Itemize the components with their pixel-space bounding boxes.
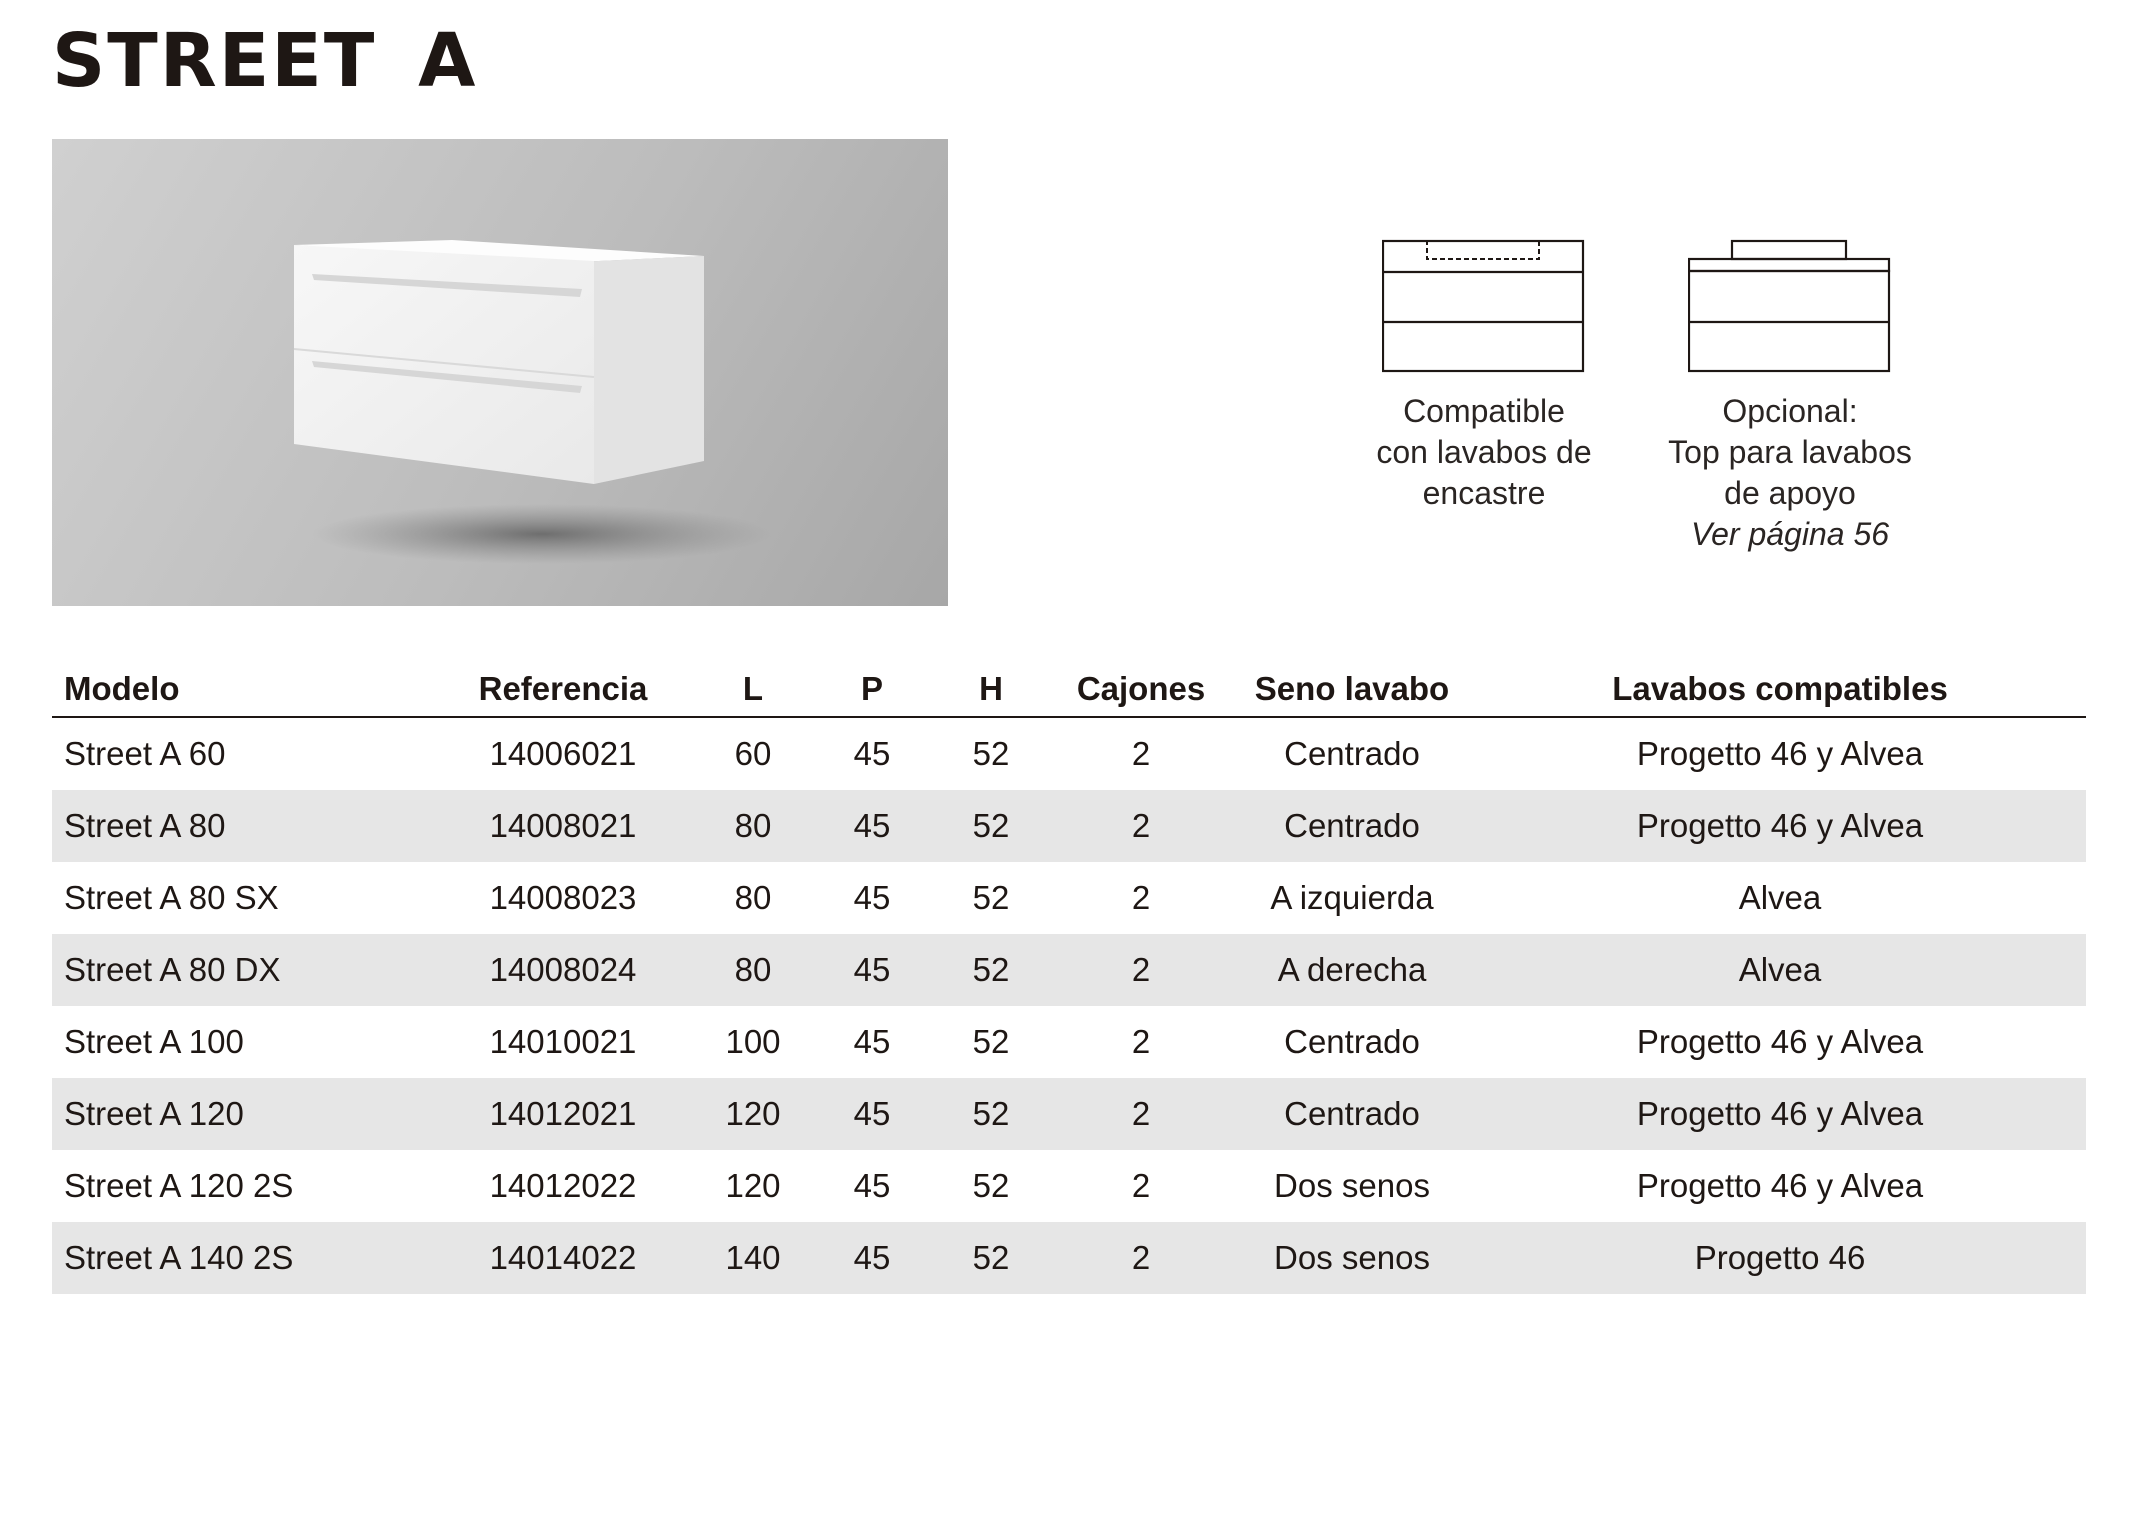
cell-h: 52 <box>972 1167 1010 1204</box>
cell-seno-lavabo: Dos senos <box>1230 1222 1474 1294</box>
cell-lavabos-compatibles: Progetto 46 y Alvea <box>1636 1023 1924 1060</box>
cell-seno-lavabo: A derecha <box>1230 934 1474 1006</box>
cell-referencia: 14008021 <box>434 790 692 862</box>
cell-p: 45 <box>814 1078 930 1150</box>
caption-line: Compatible <box>1403 393 1565 429</box>
cell-cajones: 2 <box>1052 1222 1230 1294</box>
table-header-row <box>52 662 2086 717</box>
cell-p: 45 <box>853 1167 891 1204</box>
cell-l: 80 <box>692 934 814 1006</box>
table-row <box>52 1150 2086 1222</box>
cell-modelo: Street A 60 <box>64 735 226 772</box>
cell-modelo: Street A 80 DX <box>52 934 434 1006</box>
cell-h: 52 <box>930 1078 1052 1150</box>
cell-cajones: 2 <box>1131 1023 1151 1060</box>
inset-basin-diagram <box>1382 238 1586 374</box>
cell-h: 52 <box>930 1222 1052 1294</box>
cell-h: 52 <box>972 735 1010 772</box>
cell-referencia: 14014022 <box>434 1222 692 1294</box>
caption-line: con lavabos de <box>1376 434 1592 470</box>
cell-l: 120 <box>692 1078 814 1150</box>
cell-lavabos-compatibles: Progetto 46 y Alvea <box>1474 1078 2086 1150</box>
cell-modelo: Street A 80 <box>52 790 434 862</box>
table-row <box>52 934 2086 1006</box>
cell-modelo: Street A 100 <box>64 1023 244 1060</box>
cell-seno-lavabo: Centrado <box>1284 1023 1420 1060</box>
cell-h: 52 <box>930 934 1052 1006</box>
cell-lavabos-compatibles: Alvea <box>1738 879 1822 916</box>
cell-l: 120 <box>725 1167 781 1204</box>
column-header-l: L <box>692 662 814 717</box>
cell-l: 140 <box>692 1222 814 1294</box>
countertop-diagram <box>1688 238 1892 374</box>
table-row <box>52 790 2086 862</box>
table-row <box>52 717 2086 790</box>
cell-p: 45 <box>814 790 930 862</box>
column-header-h: H <box>930 662 1052 717</box>
cell-modelo: Street A 80 SX <box>64 879 279 916</box>
inset-basin-caption <box>1342 391 1626 514</box>
cell-modelo: Street A 120 2S <box>64 1167 294 1204</box>
cell-l: 60 <box>734 735 772 772</box>
cell-lavabos-compatibles: Progetto 46 <box>1474 1222 2086 1294</box>
column-header-lavabos-compatibles: Lavabos compatibles <box>1474 662 2086 717</box>
cell-lavabos-compatibles: Progetto 46 y Alvea <box>1474 790 2086 862</box>
cell-modelo: Street A 120 <box>52 1078 434 1150</box>
cell-l: 80 <box>734 879 772 916</box>
cell-referencia: 14012022 <box>489 1167 637 1204</box>
cell-seno-lavabo: Centrado <box>1230 790 1474 862</box>
table-row <box>52 1006 2086 1078</box>
product-photo <box>52 139 948 606</box>
page-title: STREET A <box>52 18 478 104</box>
column-header-referencia: Referencia <box>434 662 692 717</box>
cell-cajones: 2 <box>1131 879 1151 916</box>
caption-line: encastre <box>1422 475 1546 511</box>
column-header-seno-lavabo: Seno lavabo <box>1230 662 1474 717</box>
cell-p: 45 <box>853 879 891 916</box>
cell-seno-lavabo: Centrado <box>1230 1078 1474 1150</box>
cell-referencia: 14008024 <box>434 934 692 1006</box>
column-header-p: P <box>814 662 930 717</box>
column-header-cajones: Cajones <box>1052 662 1230 717</box>
cell-h: 52 <box>972 1023 1010 1060</box>
caption-line: Top para lavabos <box>1668 434 1912 470</box>
cell-lavabos-compatibles: Progetto 46 y Alvea <box>1636 735 1924 772</box>
cell-p: 45 <box>853 1023 891 1060</box>
cell-seno-lavabo: Centrado <box>1284 735 1420 772</box>
cell-l: 80 <box>692 790 814 862</box>
cell-p: 45 <box>814 934 930 1006</box>
table-row <box>52 862 2086 934</box>
caption-line: de apoyo <box>1724 475 1856 511</box>
cell-cajones: 2 <box>1131 1167 1151 1204</box>
cell-l: 100 <box>725 1023 781 1060</box>
cell-h: 52 <box>930 790 1052 862</box>
cell-cajones: 2 <box>1052 934 1230 1006</box>
cell-referencia: 14006021 <box>489 735 637 772</box>
cell-cajones: 2 <box>1052 1078 1230 1150</box>
cell-h: 52 <box>972 879 1010 916</box>
cell-seno-lavabo: A izquierda <box>1270 879 1434 916</box>
column-header-modelo: Modelo <box>52 662 434 717</box>
cell-referencia: 14010021 <box>489 1023 637 1060</box>
table-row <box>52 1222 2086 1294</box>
countertop-caption <box>1630 391 1950 555</box>
cell-p: 45 <box>853 735 891 772</box>
vanity-image <box>52 139 948 606</box>
cell-modelo: Street A 140 2S <box>52 1222 434 1294</box>
cell-seno-lavabo: Dos senos <box>1274 1167 1430 1204</box>
table-row <box>52 1078 2086 1150</box>
cell-referencia: 14012021 <box>434 1078 692 1150</box>
models-table <box>52 662 2086 1294</box>
page-reference-link[interactable]: Ver página 56 <box>1690 516 1890 552</box>
cell-cajones: 2 <box>1052 790 1230 862</box>
cell-referencia: 14008023 <box>489 879 637 916</box>
cell-p: 45 <box>814 1222 930 1294</box>
cell-cajones: 2 <box>1131 735 1151 772</box>
cell-lavabos-compatibles: Alvea <box>1474 934 2086 1006</box>
cell-lavabos-compatibles: Progetto 46 y Alvea <box>1636 1167 1924 1204</box>
caption-line: Opcional: <box>1722 393 1858 429</box>
